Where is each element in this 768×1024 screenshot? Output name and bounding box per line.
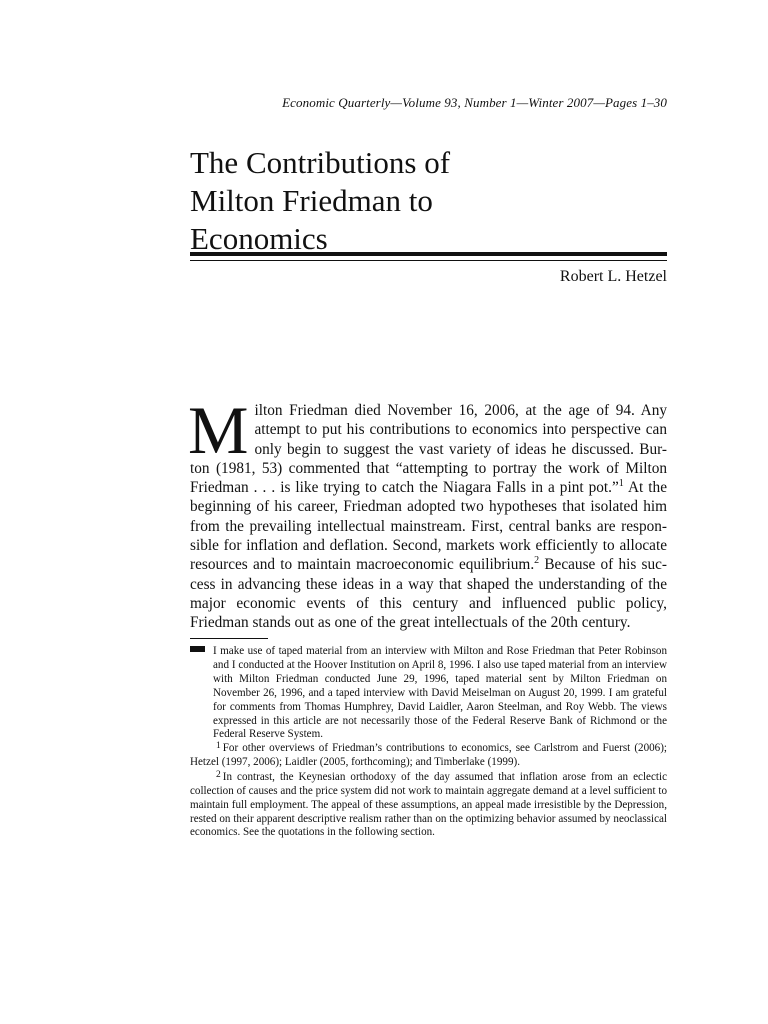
body-line: Friedman . . . is like trying to catch the Niagara Falls in a pint pot.”	[190, 479, 619, 497]
running-head: Economic Quarterly—Volume 93, Number 1—Winter 2007—Pages 1–30	[282, 95, 667, 110]
title-divider	[190, 252, 667, 261]
body-line: only begin to suggest the vast variety of ideas he discussed. Bur-	[254, 440, 667, 458]
footnote-mark: 2	[216, 769, 221, 780]
footnote	[190, 742, 667, 770]
body-line: sible for inflation and deflation. Second, markets work efficiently to allocate	[190, 537, 667, 555]
footnote-list	[190, 742, 667, 840]
body-line: from the prevailing intellectual mainstream. First, central banks are respon-	[190, 517, 667, 535]
body-line: attempt to put his contributions to economics into perspective can	[254, 421, 667, 439]
body-line: major economic events of this century and influenced public policy, Friedman	[190, 594, 667, 632]
author-name: Robert L. Hetzel	[559, 268, 667, 285]
body-line: ton (1981, 53) commented that “attempting to portray the work of Milton	[190, 459, 667, 477]
drop-cap: M	[188, 392, 249, 468]
acknowledgment-marker-icon	[190, 646, 205, 652]
footnote-divider	[190, 638, 268, 639]
body-line: Because of his suc-	[544, 556, 667, 574]
footnote-ref[interactable]: 2	[534, 555, 540, 567]
body-line: cess in advancing these ideas in a way that shaped the understanding of the	[190, 575, 667, 593]
body-line: resources and to maintain macroeconomic equilibrium.	[190, 556, 535, 574]
body-line: stands out as one of the great intellectuals of the 20th century.	[252, 614, 631, 632]
footnote-mark: 1	[216, 741, 221, 751]
article-title	[190, 144, 667, 258]
body-line: At the	[627, 479, 667, 497]
body-paragraph	[188, 392, 667, 633]
body-line: ilton Friedman died November 16, 2006, at the age of 94. Any	[254, 402, 667, 419]
title-line: Economics	[190, 221, 328, 256]
footnote-ref[interactable]: 1	[618, 478, 624, 490]
title-line: The Contributions of	[190, 145, 451, 180]
body-line: beginning of his career, Friedman adopted two hypotheses that isolated him	[190, 498, 667, 516]
footnote-text: In contrast, the Keynesian orthodoxy of the day assumed that inflation arose from an eclectic collection of causes and the price system did not work to maintain aggregate demand at a level sufficient to maintain full employment. The appeal of these assumptions, an appeal made irresistible by the Depression, rested on their apparent descriptive realism rather than on the optimizing behavior assumed by neoclassical economics. See the quotations in the following section.	[190, 770, 667, 839]
footnote-text: For other overviews of Friedman’s contributions to economics, see Carlstrom and Fuerst (2006); Hetzel (1997, 2006); Laidler (2005, forthcoming); and Timberlake (1999).	[190, 742, 667, 768]
acknowledgment-note: I make use of taped material from an interview with Milton and Rose Friedman that Peter Robinson and I conducted at the Hoover Institution on April 8, 1996. I also use taped material from an interview with Milton Friedman conducted June 29, 1996, taped material sent by Milton Friedman on November 26, 1996, and a taped interview with David Meiselman on August 20, 1999. I am grateful for comments from Thomas Humphrey, David Laidler, Aaron Steelman, and Roy Webb. The views expressed in this article are not necessarily those of the Federal Reserve Bank of Richmond or the Federal Reserve System.	[213, 645, 667, 741]
footnote	[190, 771, 667, 841]
title-line: Milton Friedman to	[190, 183, 433, 218]
